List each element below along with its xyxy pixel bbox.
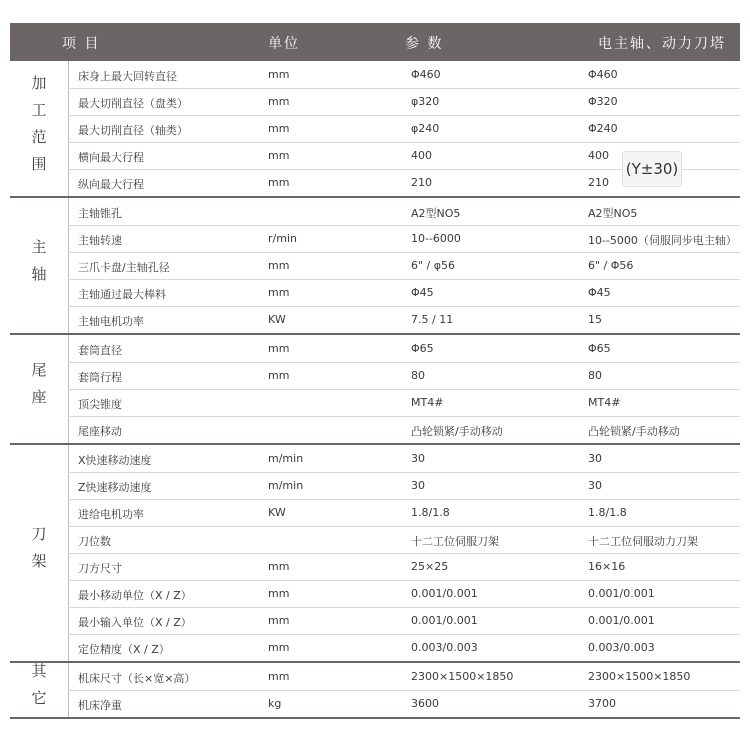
group-category [10,445,69,661]
row-unit: KW [268,506,286,519]
row-item: 主轴电机功率 [78,315,144,328]
row-option-value: 1.8/1.8 [588,506,627,519]
row-unit: m/min [268,479,304,492]
group-category-label: 刀架 [29,526,48,580]
table-row [68,663,740,691]
table-row [68,416,740,443]
row-option-value: 2300×1500×1850 [588,670,691,683]
row-option-value: 0.003/0.003 [588,641,655,654]
row-option-value: Φ65 [588,342,611,355]
row-item: 机床净重 [78,699,122,712]
row-option-value: 十二工位伺服动力刀架 [588,535,698,548]
row-option-value: 10--5000（伺服同步电主轴） [588,234,737,247]
row-value: Φ65 [411,342,434,355]
group-category [10,335,69,443]
group-category [10,198,69,333]
row-option-value: 210 [588,176,609,189]
row-item: 套筒行程 [78,371,122,384]
row-item: 刀位数 [78,535,111,548]
table-row [68,61,740,89]
spec-group [10,198,740,335]
row-unit: mm [268,176,290,189]
table-row [68,279,740,307]
row-item: 进给电机功率 [78,508,144,521]
header-unit: 单位 [268,36,300,52]
y-axis-note: (Y±30) [622,151,682,187]
row-value: 30 [411,452,425,465]
table-row [68,634,740,661]
header-option: 电主轴、动力刀塔 [598,36,726,52]
table-row [68,445,740,473]
row-unit: mm [268,149,290,162]
row-option-value: A2型NO5 [588,207,638,220]
row-option-value: MT4# [588,396,621,409]
row-value: Φ45 [411,286,434,299]
row-value: 400 [411,149,432,162]
spec-group [10,335,740,445]
row-unit: mm [268,587,290,600]
row-item: 最小移动单位（X / Z） [78,589,192,602]
row-item: 横向最大行程 [78,151,144,164]
header-item: 项 目 [62,36,101,52]
row-option-value: 6" / Φ56 [588,259,634,272]
table-row [68,472,740,500]
table-row [68,225,740,253]
row-unit: mm [268,286,290,299]
row-value: 25×25 [411,560,449,573]
spec-sheet [10,23,740,733]
row-value: 十二工位伺服刀架 [411,535,499,548]
row-unit: mm [268,614,290,627]
row-value: 0.001/0.001 [411,587,478,600]
row-option-value: 凸轮锁紧/手动移动 [588,425,680,438]
table-row [68,553,740,581]
row-item: 最大切削直径（轴类） [78,124,188,137]
row-item: Z快速移动速度 [78,481,152,494]
row-item: 最大切削直径（盘类） [78,97,188,110]
row-item: 最小输入单位（X / Z） [78,616,192,629]
table-row [68,306,740,333]
row-option-value: 0.001/0.001 [588,587,655,600]
table-row [68,499,740,527]
row-item: 刀方尺寸 [78,562,122,575]
row-value: 80 [411,369,425,382]
group-category [10,663,69,717]
table-row [68,580,740,608]
row-option-value: Φ240 [588,122,618,135]
row-option-value: 30 [588,479,602,492]
row-option-value: 30 [588,452,602,465]
row-item: 主轴锥孔 [78,207,122,220]
row-unit: KW [268,313,286,326]
row-unit: mm [268,68,290,81]
row-value: 210 [411,176,432,189]
row-value: 30 [411,479,425,492]
row-unit: mm [268,670,290,683]
row-item: 主轴转速 [78,234,122,247]
table-row [68,198,740,226]
row-unit: mm [268,369,290,382]
table-row [68,335,740,363]
row-unit: mm [268,641,290,654]
row-item: 顶尖锥度 [78,398,122,411]
table-header [10,23,740,61]
row-unit: mm [268,259,290,272]
row-value: 凸轮锁紧/手动移动 [411,425,503,438]
row-unit: mm [268,122,290,135]
row-unit: r/min [268,232,297,245]
table-row [68,362,740,390]
row-option-value: 15 [588,313,602,326]
row-value: φ240 [411,122,440,135]
row-unit: mm [268,342,290,355]
row-value: φ320 [411,95,440,108]
row-item: 床身上最大回转直径 [78,70,177,83]
row-unit: kg [268,697,282,710]
spec-group [10,445,740,663]
row-value: 1.8/1.8 [411,506,450,519]
row-item: 套筒直径 [78,344,122,357]
group-category-label: 其它 [29,663,48,717]
row-value: 7.5 / 11 [411,313,454,326]
row-item: 定位精度（X / Z） [78,643,170,656]
row-item: 尾座移动 [78,425,122,438]
table-row [68,252,740,280]
group-category-label: 加工范围 [29,74,48,183]
row-item: 主轴通过最大棒料 [78,288,166,301]
row-value: 2300×1500×1850 [411,670,514,683]
table-row [68,607,740,635]
row-value: 10--6000 [411,232,461,245]
row-option-value: 3700 [588,697,616,710]
row-option-value: 0.001/0.001 [588,614,655,627]
row-option-value: 400 [588,149,609,162]
header-params: 参 数 [405,36,444,52]
row-item: 纵向最大行程 [78,178,144,191]
row-option-value: 16×16 [588,560,626,573]
row-unit: mm [268,95,290,108]
table-row [68,115,740,143]
group-category [10,61,69,196]
row-item: 三爪卡盘/主轴孔径 [78,261,170,274]
spec-group [10,663,740,719]
row-value: A2型NO5 [411,207,461,220]
table-row [68,389,740,417]
group-category-label: 尾座 [29,362,48,416]
row-option-value: Φ45 [588,286,611,299]
row-item: 机床尺寸（长×宽×高） [78,672,196,685]
row-value: 0.003/0.003 [411,641,478,654]
row-option-value: Φ320 [588,95,618,108]
table-row [68,526,740,554]
row-option-value: Φ460 [588,68,618,81]
table-row [68,690,740,717]
table-row [68,88,740,116]
row-value: 6" / φ56 [411,259,456,272]
row-value: Φ460 [411,68,441,81]
row-option-value: 80 [588,369,602,382]
row-value: 0.001/0.001 [411,614,478,627]
row-value: 3600 [411,697,439,710]
row-item: X快速移动速度 [78,454,152,467]
row-unit: mm [268,560,290,573]
row-unit: m/min [268,452,304,465]
row-value: MT4# [411,396,444,409]
group-category-label: 主轴 [29,238,48,293]
